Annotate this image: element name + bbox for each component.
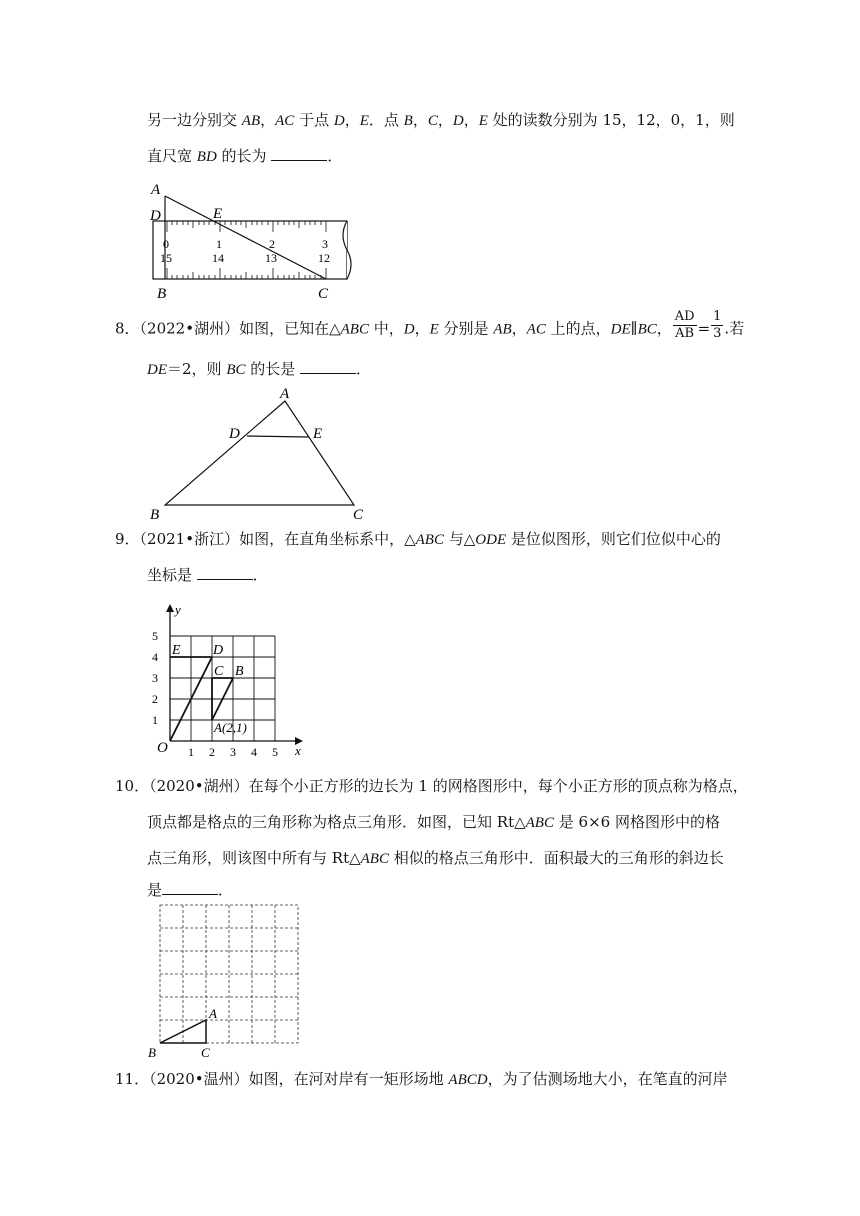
fig9-y-tick-3: 3 <box>152 671 158 685</box>
fig7-bottom-tick-15: 15 <box>160 251 172 265</box>
fig9-label-C: C <box>214 664 224 679</box>
fig9-y-tick-5: 5 <box>152 629 158 643</box>
fig7-label-E: E <box>213 206 223 222</box>
fig9-y-tick-2: 2 <box>152 692 158 706</box>
fig10-label-C: C <box>201 1045 210 1060</box>
q8-text-line-2: DE＝2，则 BC 的长是 ． <box>147 360 372 378</box>
fig10-label-B: B <box>148 1045 156 1060</box>
fig9-axis-y: y <box>175 602 181 617</box>
answer-blank[interactable] <box>162 880 218 895</box>
fig7-top-tick-0: 0 <box>163 237 169 251</box>
fig7-bottom-tick-12: 12 <box>318 251 330 265</box>
fig9-x-tick-2: 2 <box>209 745 215 759</box>
fig9-x-tick-5: 5 <box>272 745 278 759</box>
q9-text-line-1: 9．（2021•浙江）如图，在直角坐标系中，△ABC 与△ODE 是位似图形，则它们位似中心的 <box>115 530 721 548</box>
q7-ruler-figure <box>145 176 365 301</box>
fig9-axis-x: x <box>295 743 301 758</box>
fig7-top-tick-2: 2 <box>269 237 275 251</box>
fraction-ad-over-ab: $\frac{AD}{AB}$ <box>674 309 695 341</box>
q10-text-line-2: 顶点都是格点的三角形称为格点三角形．如图，已知 Rt△ABC 是 6×6 网格图形中的格 <box>147 813 720 831</box>
q8-triangle-figure <box>145 384 385 523</box>
q7-text-line-1: 另一边分别交 AB，AC 于点 D，E．点 B，C，D，E 处的读数分别为 15，12，0，1，则 <box>147 111 735 129</box>
fig9-label-E: E <box>172 643 181 658</box>
fig9-x-tick-1: 1 <box>188 745 194 759</box>
fig7-top-tick-3: 3 <box>322 237 328 251</box>
fig7-bottom-tick-14: 14 <box>212 251 224 265</box>
fig8-label-B: B <box>150 507 160 523</box>
answer-blank[interactable] <box>197 565 253 580</box>
answer-blank[interactable] <box>300 359 356 374</box>
q8-text-line-1: 8．（2022•湖州）如图，已知在△ABC 中，D，E 分别是 AB，AC 上的点，DE∥BC， $\frac{AD}{AB}$ = $\frac{1}{3}$ .若 <box>115 309 745 341</box>
fig9-label-D: D <box>213 643 224 658</box>
fig8-label-E: E <box>313 426 323 442</box>
fig7-label-B: B <box>157 286 167 302</box>
q7-text-line-2: 直尺宽 BD 的长为 ． <box>147 147 343 165</box>
fig9-x-tick-3: 3 <box>230 745 236 759</box>
fig9-y-tick-4: 4 <box>152 650 158 664</box>
fig9-label-A: A(2,1) <box>214 720 247 735</box>
fig7-label-D: D <box>150 208 161 224</box>
q10-text-line-1: 10．（2020•湖州）在每个小正方形的边长为 1 的网格图形中，每个小正方形的顶点称为格点， <box>115 777 748 795</box>
q10-grid-figure <box>145 900 305 1060</box>
fraction-one-third: $\frac{1}{3}$ <box>713 309 722 341</box>
fig8-label-A: A <box>280 386 290 402</box>
fig7-bottom-tick-13: 13 <box>265 251 277 265</box>
q11-text-line-1: 11．（2020•温州）如图，在河对岸有一矩形场地 ABCD，为了估测场地大小，在笔直的河岸 <box>115 1070 728 1088</box>
fig9-x-tick-4: 4 <box>251 745 257 759</box>
q10-text-line-3: 点三角形，则该图中所有与 Rt△ABC 相似的格点三角形中．面积最大的三角形的斜边长 <box>147 849 724 867</box>
q9-coordinate-figure <box>145 600 320 760</box>
q10-text-line-4: 是 ． <box>147 881 234 899</box>
answer-blank[interactable] <box>271 146 327 161</box>
q9-text-line-2: 坐标是 ． <box>147 566 268 584</box>
fig10-label-A: A <box>209 1006 217 1021</box>
fig7-label-A: A <box>151 182 161 198</box>
fig8-label-D: D <box>229 426 240 442</box>
fig9-y-tick-1: 1 <box>152 713 158 727</box>
fig8-label-C: C <box>353 507 364 523</box>
fig7-label-C: C <box>318 286 329 302</box>
fig9-label-B: B <box>235 664 244 679</box>
fig7-top-tick-1: 1 <box>216 237 222 251</box>
fig9-label-O: O <box>157 740 168 756</box>
